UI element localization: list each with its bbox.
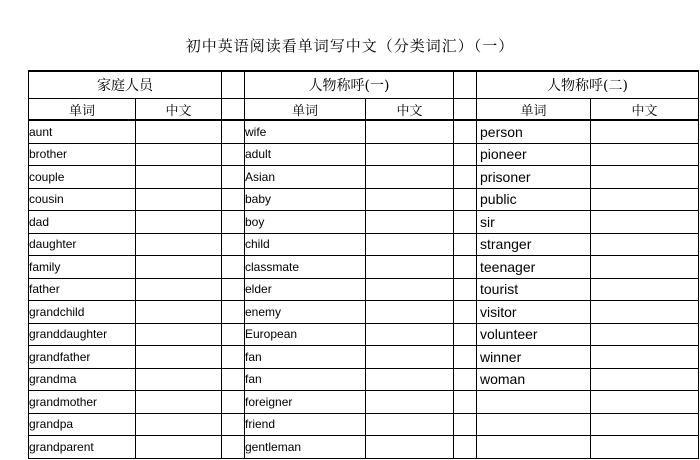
column-header-chinese: 中文 <box>366 99 454 121</box>
english-word-cell: grandchild <box>29 301 136 324</box>
english-word-cell: classmate <box>245 256 366 279</box>
column-separator <box>222 346 245 369</box>
column-separator <box>222 233 245 256</box>
english-word-cell: grandmother <box>29 391 136 414</box>
column-separator <box>454 436 477 459</box>
chinese-answer-cell[interactable] <box>366 391 454 414</box>
column-header-word: 单词 <box>245 99 366 121</box>
chinese-answer-cell[interactable] <box>591 143 699 166</box>
chinese-answer-cell[interactable] <box>591 368 699 391</box>
chinese-answer-cell[interactable] <box>136 301 222 324</box>
english-word-cell: fan <box>245 346 366 369</box>
table-row <box>29 211 699 234</box>
english-word-cell: grandpa <box>29 413 136 436</box>
chinese-answer-cell[interactable] <box>136 233 222 256</box>
group-title-people-2: 人物称呼(二) <box>477 71 699 99</box>
chinese-answer-cell[interactable] <box>591 233 699 256</box>
column-separator <box>222 211 245 234</box>
english-word-cell: pioneer <box>477 143 591 166</box>
column-separator <box>454 233 477 256</box>
english-word-cell: volunteer <box>477 323 591 346</box>
column-header-row <box>29 99 699 121</box>
column-separator <box>454 211 477 234</box>
chinese-answer-cell[interactable] <box>591 413 699 436</box>
english-word-cell: baby <box>245 188 366 211</box>
chinese-answer-cell[interactable] <box>366 256 454 279</box>
column-separator <box>222 278 245 301</box>
english-word-cell: European <box>245 323 366 346</box>
column-separator <box>454 391 477 414</box>
english-word-cell: grandfather <box>29 346 136 369</box>
chinese-answer-cell[interactable] <box>136 166 222 189</box>
column-separator <box>454 143 477 166</box>
chinese-answer-cell[interactable] <box>136 368 222 391</box>
chinese-answer-cell[interactable] <box>366 143 454 166</box>
chinese-answer-cell[interactable] <box>366 211 454 234</box>
english-word-cell <box>477 391 591 414</box>
english-word-cell: winner <box>477 346 591 369</box>
english-word-cell: dad <box>29 211 136 234</box>
column-header-word: 单词 <box>477 99 591 121</box>
english-word-cell: stranger <box>477 233 591 256</box>
english-word-cell: fan <box>245 368 366 391</box>
table-row <box>29 143 699 166</box>
english-word-cell: visitor <box>477 301 591 324</box>
chinese-answer-cell[interactable] <box>591 256 699 279</box>
column-header-chinese: 中文 <box>136 99 222 121</box>
english-word-cell: couple <box>29 166 136 189</box>
chinese-answer-cell[interactable] <box>136 211 222 234</box>
chinese-answer-cell[interactable] <box>366 233 454 256</box>
chinese-answer-cell[interactable] <box>366 120 454 143</box>
chinese-answer-cell[interactable] <box>366 368 454 391</box>
column-header-chinese: 中文 <box>591 99 699 121</box>
english-word-cell: foreigner <box>245 391 366 414</box>
column-header-word: 单词 <box>29 99 136 121</box>
chinese-answer-cell[interactable] <box>136 256 222 279</box>
english-word-cell: sir <box>477 211 591 234</box>
english-word-cell: brother <box>29 143 136 166</box>
chinese-answer-cell[interactable] <box>366 323 454 346</box>
chinese-answer-cell[interactable] <box>136 188 222 211</box>
column-separator <box>454 166 477 189</box>
english-word-cell: woman <box>477 368 591 391</box>
chinese-answer-cell[interactable] <box>136 413 222 436</box>
chinese-answer-cell[interactable] <box>591 211 699 234</box>
english-word-cell: granddaughter <box>29 323 136 346</box>
english-word-cell: enemy <box>245 301 366 324</box>
chinese-answer-cell[interactable] <box>136 346 222 369</box>
column-separator <box>222 120 245 143</box>
table-row <box>29 301 699 324</box>
english-word-cell: daughter <box>29 233 136 256</box>
column-separator <box>454 346 477 369</box>
chinese-answer-cell[interactable] <box>366 436 454 459</box>
table-row <box>29 391 699 414</box>
english-word-cell: public <box>477 188 591 211</box>
chinese-answer-cell[interactable] <box>591 391 699 414</box>
chinese-answer-cell[interactable] <box>591 278 699 301</box>
english-word-cell: elder <box>245 278 366 301</box>
english-word-cell: Asian <box>245 166 366 189</box>
column-separator <box>454 368 477 391</box>
chinese-answer-cell[interactable] <box>366 166 454 189</box>
english-word-cell: family <box>29 256 136 279</box>
chinese-answer-cell[interactable] <box>366 278 454 301</box>
english-word-cell: adult <box>245 143 366 166</box>
chinese-answer-cell[interactable] <box>136 436 222 459</box>
column-separator <box>222 188 245 211</box>
chinese-answer-cell[interactable] <box>136 278 222 301</box>
english-word-cell: person <box>477 120 591 143</box>
english-word-cell: child <box>245 233 366 256</box>
table-row <box>29 166 699 189</box>
table-row <box>29 368 699 391</box>
chinese-answer-cell[interactable] <box>366 301 454 324</box>
chinese-answer-cell[interactable] <box>366 188 454 211</box>
column-separator <box>222 301 245 324</box>
table-row <box>29 188 699 211</box>
column-separator <box>454 99 477 121</box>
english-word-cell <box>477 413 591 436</box>
table-row <box>29 346 699 369</box>
column-separator <box>222 368 245 391</box>
group-title-family: 家庭人员 <box>29 71 222 99</box>
table-row <box>29 436 699 459</box>
english-word-cell: friend <box>245 413 366 436</box>
english-word-cell: father <box>29 278 136 301</box>
english-word-cell: teenager <box>477 256 591 279</box>
column-separator <box>454 256 477 279</box>
vocabulary-table <box>28 70 699 459</box>
english-word-cell: tourist <box>477 278 591 301</box>
column-separator <box>454 278 477 301</box>
table-row <box>29 233 699 256</box>
group-title-people-1: 人物称呼(一) <box>245 71 454 99</box>
column-separator <box>222 413 245 436</box>
english-word-cell: aunt <box>29 120 136 143</box>
chinese-answer-cell[interactable] <box>591 188 699 211</box>
table-row <box>29 323 699 346</box>
table-row <box>29 256 699 279</box>
column-separator <box>454 71 477 99</box>
column-separator <box>454 413 477 436</box>
chinese-answer-cell[interactable] <box>591 120 699 143</box>
column-separator <box>454 120 477 143</box>
chinese-answer-cell[interactable] <box>591 346 699 369</box>
table-row <box>29 278 699 301</box>
chinese-answer-cell[interactable] <box>591 166 699 189</box>
column-separator <box>222 71 245 99</box>
column-separator <box>222 166 245 189</box>
english-word-cell: wife <box>245 120 366 143</box>
chinese-answer-cell[interactable] <box>136 120 222 143</box>
column-separator <box>222 391 245 414</box>
column-separator <box>454 323 477 346</box>
table-row <box>29 120 699 143</box>
chinese-answer-cell[interactable] <box>591 436 699 459</box>
column-separator <box>222 99 245 121</box>
group-header-row <box>29 71 699 99</box>
column-separator <box>222 323 245 346</box>
column-separator <box>222 256 245 279</box>
english-word-cell: boy <box>245 211 366 234</box>
english-word-cell <box>477 436 591 459</box>
chinese-answer-cell[interactable] <box>136 391 222 414</box>
chinese-answer-cell[interactable] <box>136 323 222 346</box>
english-word-cell: grandparent <box>29 436 136 459</box>
column-separator <box>454 301 477 324</box>
column-separator <box>454 188 477 211</box>
english-word-cell: cousin <box>29 188 136 211</box>
column-separator <box>222 436 245 459</box>
chinese-answer-cell[interactable] <box>136 143 222 166</box>
page-title: 初中英语阅读看单词写中文（分类词汇）（一） <box>185 37 515 55</box>
english-word-cell: prisoner <box>477 166 591 189</box>
column-separator <box>222 143 245 166</box>
chinese-answer-cell[interactable] <box>591 323 699 346</box>
chinese-answer-cell[interactable] <box>591 301 699 324</box>
english-word-cell: gentleman <box>245 436 366 459</box>
english-word-cell: grandma <box>29 368 136 391</box>
table-row <box>29 413 699 436</box>
chinese-answer-cell[interactable] <box>366 346 454 369</box>
chinese-answer-cell[interactable] <box>366 413 454 436</box>
